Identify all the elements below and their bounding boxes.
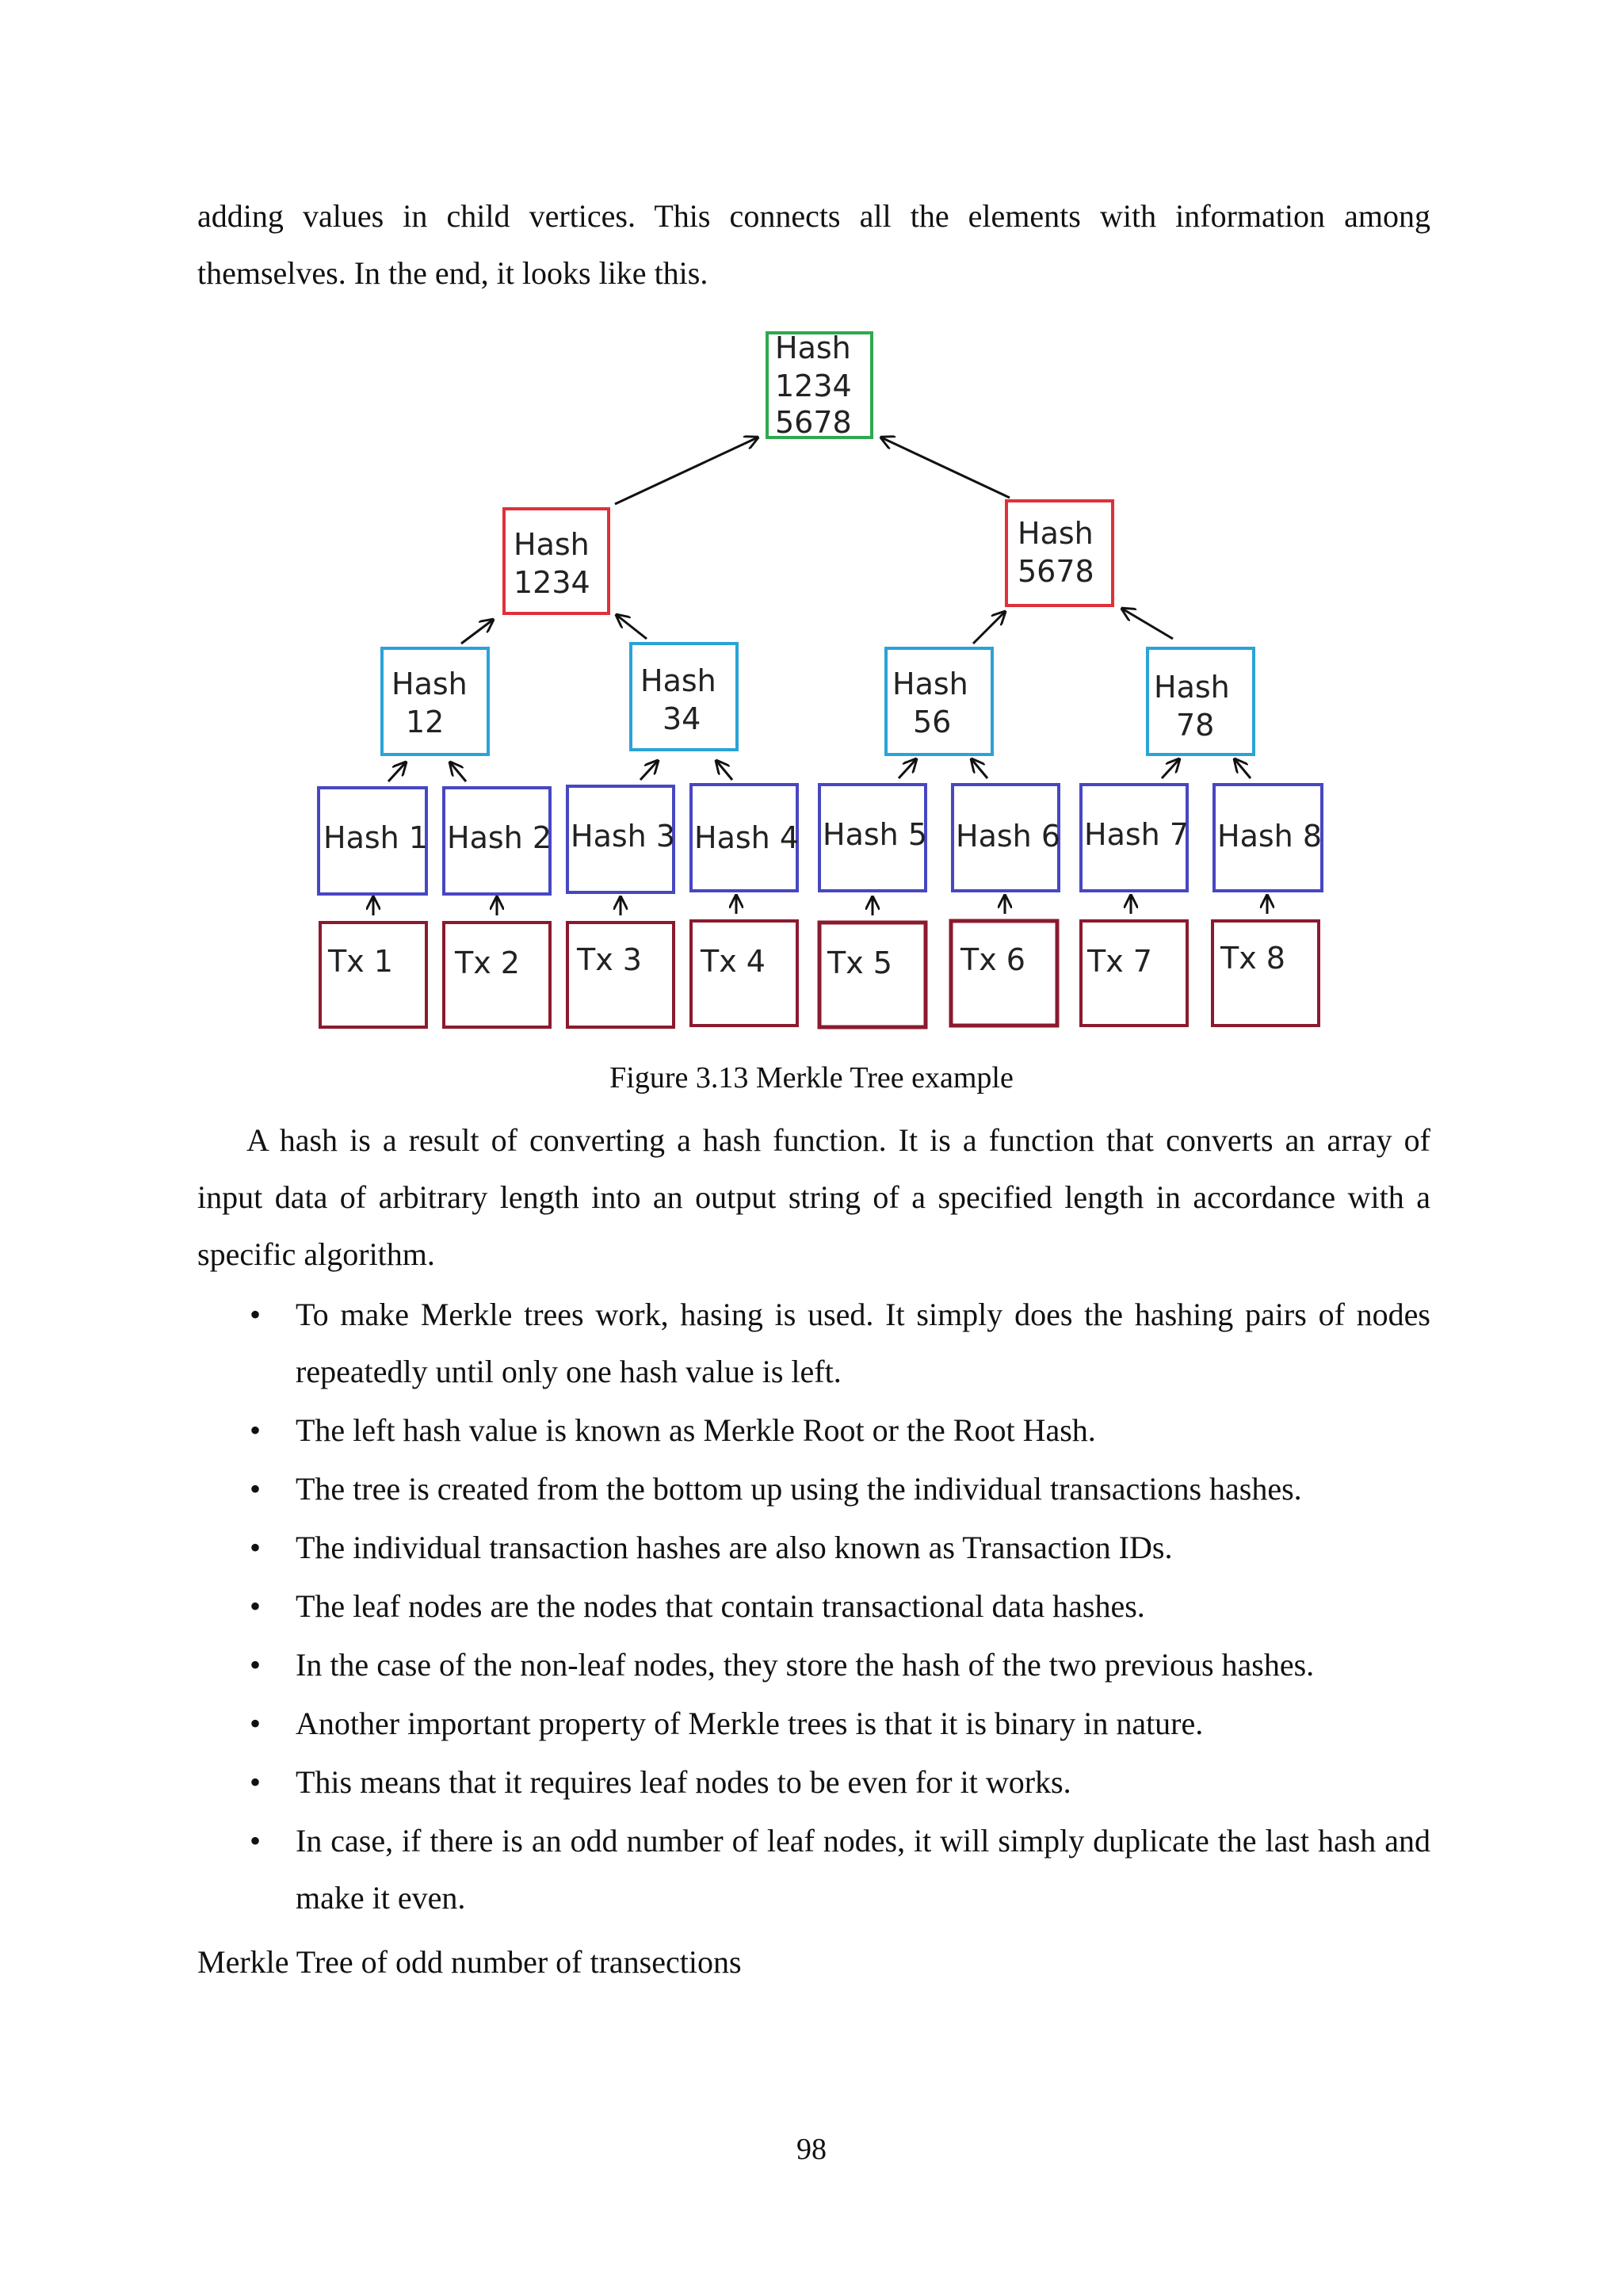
tx-1-label: Tx 1 bbox=[328, 944, 393, 979]
tx-4-label: Tx 4 bbox=[701, 944, 766, 979]
leaf-hash-5-label: Hash 5 bbox=[823, 817, 927, 852]
bullet-dot-icon: • bbox=[250, 1588, 262, 1624]
hash-12-line-2: 12 bbox=[406, 705, 445, 739]
bullet-item: • The leaf nodes are the nodes that contain transactional data hashes. bbox=[197, 1578, 1430, 1635]
arrow-h12 bbox=[461, 620, 493, 644]
intro-paragraph: adding values in child vertices. This connects all the elements with information among themselves. In the end, it looks like this. bbox=[197, 198, 1430, 291]
leaf-hash-3-label: Hash 3 bbox=[571, 819, 675, 854]
bullet-dot-icon: • bbox=[250, 1764, 262, 1800]
root-hash-line-1: Hash bbox=[775, 330, 851, 365]
bullet-item: • To make Merkle trees work, hasing is used. It simply does the hashing pairs of nodes repeatedly until only one hash value is left. bbox=[197, 1286, 1430, 1400]
hash-34-line-1: Hash bbox=[640, 663, 716, 698]
tx-2-label: Tx 2 bbox=[455, 946, 520, 980]
figure-caption: Figure 3.13 Merkle Tree example bbox=[609, 1061, 1014, 1095]
hash-78-line-1: Hash bbox=[1154, 670, 1230, 705]
arrow-h8 bbox=[1235, 759, 1251, 778]
tx-arrows bbox=[373, 896, 1267, 915]
leaf-hash-1-label: Hash 1 bbox=[323, 820, 428, 855]
bullet-item: • The left hash value is known as Merkle Root or the Root Hash. bbox=[197, 1402, 1430, 1459]
bullet-dot-icon: • bbox=[250, 1412, 262, 1448]
arrow-h5 bbox=[899, 759, 916, 778]
hash-1234-line-1: Hash bbox=[514, 527, 590, 562]
page-number: 98 bbox=[796, 2133, 827, 2166]
hash-12-line-1: Hash bbox=[391, 667, 468, 701]
arrow-h3 bbox=[640, 761, 658, 780]
arrow-h1234 bbox=[615, 437, 758, 504]
arrow-h78 bbox=[1122, 609, 1173, 639]
bullet-item: • The individual transaction hashes are also known as Transaction IDs. bbox=[197, 1519, 1430, 1576]
tx-3-label: Tx 3 bbox=[577, 942, 642, 977]
merkle-tree-diagram bbox=[0, 0, 1623, 1046]
bullet-item: • This means that it requires leaf nodes to be even for it works. bbox=[197, 1754, 1430, 1811]
root-hash-line-2: 1234 bbox=[775, 369, 852, 403]
bullet-dot-icon: • bbox=[250, 1706, 262, 1741]
hash-56-line-1: Hash bbox=[892, 667, 968, 701]
arrow-h6 bbox=[972, 759, 987, 778]
leaf-hash-6-label: Hash 6 bbox=[956, 819, 1060, 854]
bullet-dot-icon: • bbox=[250, 1647, 262, 1683]
arrow-h4 bbox=[716, 761, 732, 780]
leaf-hash-4-label: Hash 4 bbox=[694, 820, 799, 855]
hash-1234-line-2: 1234 bbox=[514, 565, 590, 600]
arrow-h56 bbox=[973, 612, 1005, 644]
level2-arrows bbox=[615, 437, 1010, 504]
hash-5678-line-2: 5678 bbox=[1018, 554, 1094, 589]
bullet-item: • In case, if there is an odd number of leaf nodes, it will simply duplicate the last hash and make it even. bbox=[197, 1813, 1430, 1927]
leaf-arrows bbox=[388, 759, 1251, 781]
bullet-dot-icon: • bbox=[250, 1297, 262, 1332]
arrow-h2 bbox=[450, 762, 466, 781]
leaf-hash-2-label: Hash 2 bbox=[447, 820, 552, 855]
arrow-h34 bbox=[617, 615, 647, 639]
hash-definition-paragraph: A hash is a result of converting a hash function. It is a function that converts an array of input data of arbitrary length into an output string of a specified length in accordance with a specific algorithm. bbox=[197, 1122, 1430, 1272]
leaf-hash-7-label: Hash 7 bbox=[1084, 817, 1189, 852]
bullet-dot-icon: • bbox=[250, 1471, 262, 1507]
bullet-dot-icon: • bbox=[250, 1530, 262, 1565]
arrow-h1 bbox=[388, 762, 406, 781]
arrow-h7 bbox=[1162, 759, 1179, 778]
hash-78-line-2: 78 bbox=[1176, 708, 1215, 743]
tx-5-label: Tx 5 bbox=[827, 946, 892, 980]
tx-7-label: Tx 7 bbox=[1087, 944, 1152, 979]
bullet-dot-icon: • bbox=[250, 1823, 262, 1859]
bullet-item: • In the case of the non-leaf nodes, they store the hash of the two previous hashes. bbox=[197, 1637, 1430, 1694]
root-hash-line-3: 5678 bbox=[775, 405, 852, 440]
hash-34-line-2: 34 bbox=[663, 701, 701, 736]
leaf-hash-8-label: Hash 8 bbox=[1217, 819, 1322, 854]
bullet-item: • The tree is created from the bottom up using the individual transactions hashes. bbox=[197, 1461, 1430, 1518]
tx-6-label: Tx 6 bbox=[960, 942, 1025, 977]
hash-5678-line-1: Hash bbox=[1018, 516, 1094, 551]
bullet-item: • Another important property of Merkle trees is that it is binary in nature. bbox=[197, 1695, 1430, 1752]
hash-56-line-2: 56 bbox=[913, 705, 952, 739]
closing-line: Merkle Tree of odd number of transections bbox=[197, 1944, 742, 1980]
tx-8-label: Tx 8 bbox=[1220, 941, 1285, 976]
bullet-list bbox=[197, 1286, 1430, 1928]
arrow-h5678 bbox=[881, 437, 1010, 498]
